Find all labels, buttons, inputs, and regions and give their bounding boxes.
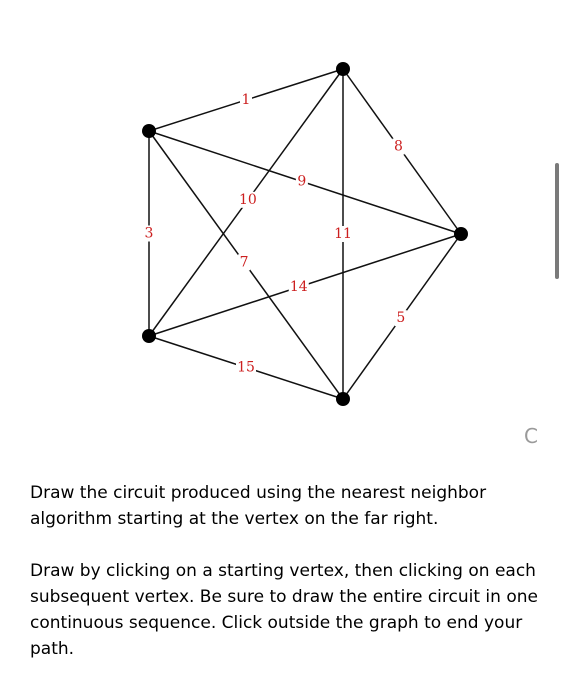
refresh-icon[interactable]: C (524, 424, 538, 448)
graph-vertices (142, 62, 468, 406)
edge-weight-labels (143, 92, 407, 376)
task-instruction: Draw the circuit produced using the nearest neighbor algorithm starting at the vertex on the far right. (30, 483, 487, 529)
edge-weight-10: 10 (239, 191, 257, 208)
edge-weight-5: 5 (396, 310, 406, 327)
edge-weight-1: 1 (241, 92, 251, 108)
graph-edges (149, 69, 461, 399)
edge-weight-11: 11 (334, 226, 352, 242)
instructions (30, 480, 540, 688)
edge-weight-15: 15 (237, 359, 255, 376)
vertex-bottom[interactable] (336, 392, 350, 406)
edge-weight-7: 7 (239, 254, 249, 271)
scrollbar-thumb[interactable] (555, 163, 559, 279)
vertex-left-top[interactable] (142, 124, 156, 138)
vertex-left-bottom[interactable] (142, 329, 156, 343)
vertex-right[interactable] (454, 227, 468, 241)
drawing-instruction: Draw by clicking on a starting vertex, then clicking on each subsequent vertex. Be sure to draw the entire circuit in one continuous sequence. Click outside the graph to end your path. (30, 561, 538, 659)
vertex-top[interactable] (336, 62, 350, 76)
edge-weight-9: 9 (297, 173, 307, 190)
edge-weight-14: 14 (289, 279, 308, 296)
edge-weight-8: 8 (393, 138, 403, 155)
edge-weight-3: 3 (144, 225, 154, 242)
